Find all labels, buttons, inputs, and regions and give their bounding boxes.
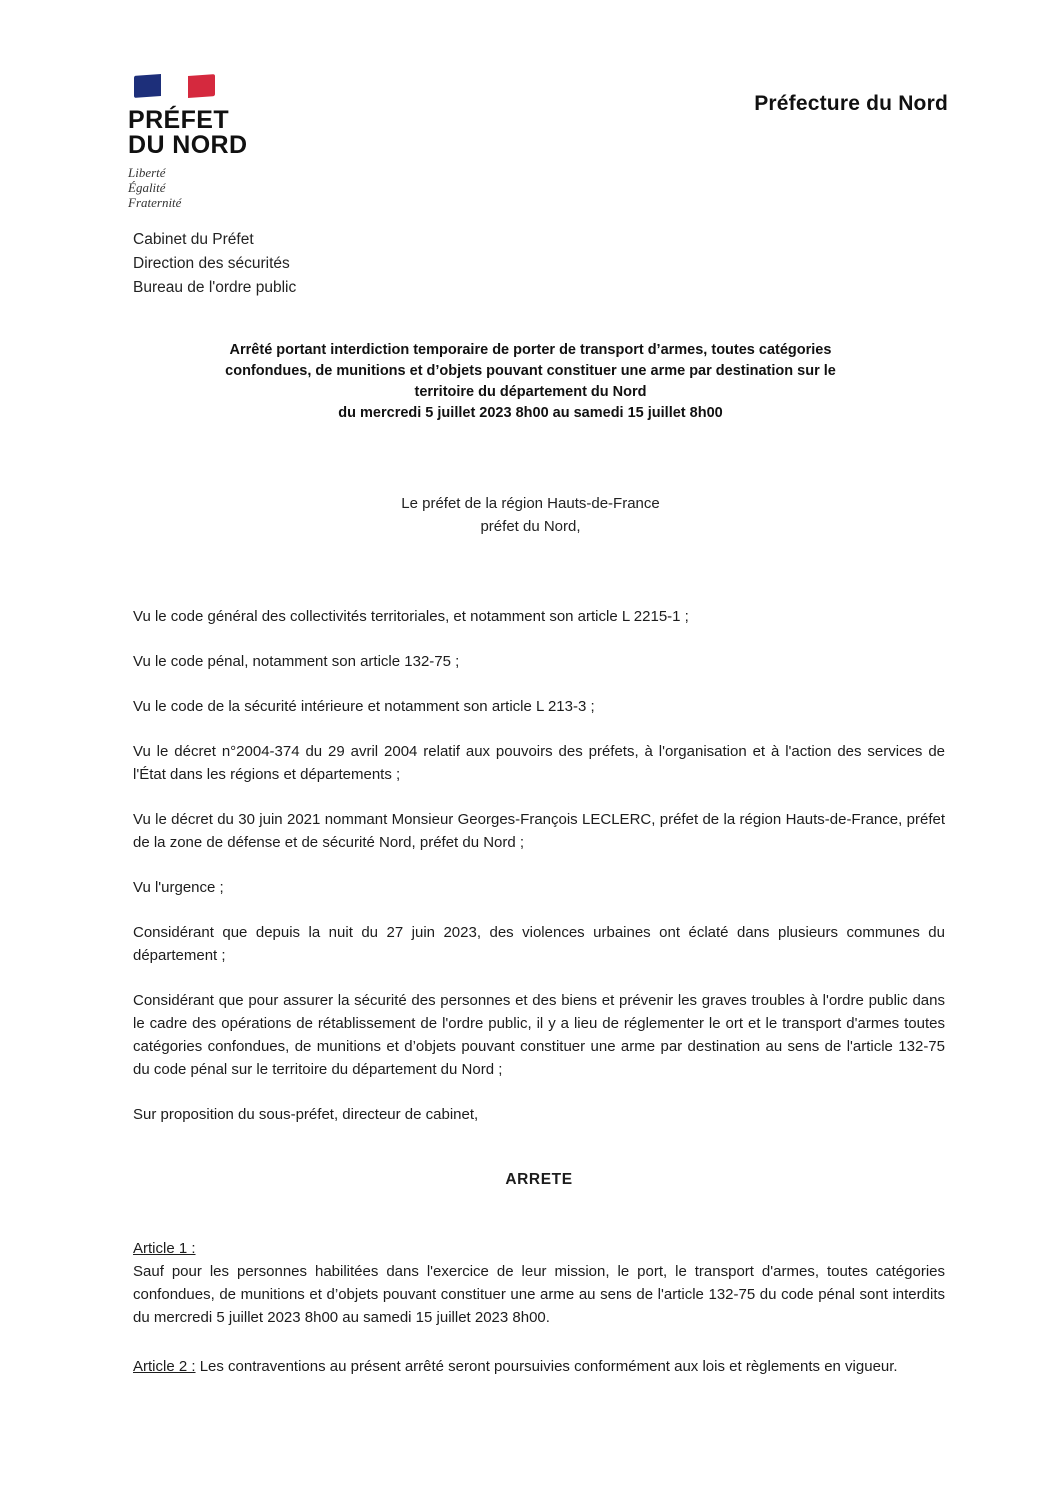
document-title-line-2: confondues, de munitions et d’objets pouvant constituer une arme par destination sur le	[225, 363, 836, 379]
signatory-line-2: préfet du Nord,	[480, 518, 581, 535]
service-block	[133, 228, 296, 300]
decision-keyword: ARRETE	[505, 1171, 573, 1188]
signatory-line-1: Le préfet de la région Hauts-de-France	[401, 495, 660, 512]
document-title-line-3: territoire du département du Nord	[414, 384, 647, 400]
motto-liberte: Liberté	[128, 165, 166, 180]
article-2-text: Les contraventions au présent arrêté seront poursuivies conformément aux lois et règlements en vigueur.	[199, 1358, 898, 1375]
visa-paragraph: Vu le code de la sécurité intérieure et notamment son article L 213-3 ;	[133, 698, 595, 715]
considerant-paragraph: Considérant que pour assurer la sécurité des personnes et des biens et prévenir les graves troubles à l'ordre public dans le cadre des opérations de rétablissement de l'ordre public, il y a lieu de réglementer le ort et le transport d'armes toutes catégories confondues, de munitions et d’objets pouvant constituer une arme par destination au sens de l'article 132-75 du code pénal sur le territoire du département du Nord ;	[133, 992, 945, 1078]
article-2	[133, 1355, 945, 1378]
document-body	[133, 605, 945, 1402]
considerant-paragraph: Considérant que depuis la nuit du 27 juin 2023, des violences urbaines ont éclaté dans plusieurs communes du département ;	[133, 924, 945, 964]
document-title	[133, 340, 928, 424]
article-1-label: Article 1 :	[133, 1240, 196, 1257]
visa-paragraph: Vu l'urgence ;	[133, 879, 224, 896]
french-flag-icon	[132, 70, 218, 104]
document-title-line-1: Arrêté portant interdiction temporaire de porter de transport d’armes, toutes catégories	[229, 342, 832, 358]
visa-paragraph: Vu le décret n°2004-374 du 29 avril 2004 relatif aux pouvoirs des préfets, à l'organisation et à l'action des services de l'État dans les régions et départements ;	[133, 743, 945, 783]
visa-paragraph: Vu le décret du 30 juin 2021 nommant Monsieur Georges-François LECLERC, préfet de la région Hauts-de-France, préfet de la zone de défense et de sécurité Nord, préfet du Nord ;	[133, 811, 945, 851]
service-line-direction: Direction des sécurités	[133, 255, 290, 272]
signatory-heading	[133, 492, 928, 538]
document-header	[0, 70, 1058, 220]
visa-paragraph: Vu le code général des collectivités territoriales, et notamment son article L 2215-1 ;	[133, 608, 689, 625]
service-line-cabinet: Cabinet du Préfet	[133, 231, 254, 248]
logo-title-line1: PRÉFET	[128, 106, 230, 134]
logo-title-line2: DU NORD	[128, 131, 248, 159]
visa-paragraph: Vu le code pénal, notamment son article 132-75 ;	[133, 653, 460, 670]
service-line-bureau: Bureau de l'ordre public	[133, 279, 297, 296]
article-1-text: Sauf pour les personnes habilitées dans l'exercice de leur mission, le port, le transport d'armes, toutes catégories confondues, de munitions et d’objets pouvant constituer une arme au sens de l'article 132-75 du code pénal sont interdits du mercredi 5 juillet 2023 8h00 au samedi 15 juillet 2023 8h00.	[133, 1263, 945, 1326]
motto-egalite: Égalité	[128, 180, 166, 195]
page-title: Préfecture du Nord	[754, 92, 948, 115]
article-1	[133, 1237, 945, 1329]
prefecture-logo	[128, 70, 368, 210]
logo-motto	[128, 165, 368, 210]
proposition-paragraph: Sur proposition du sous-préfet, directeur de cabinet,	[133, 1106, 479, 1123]
article-2-label: Article 2 :	[133, 1358, 196, 1375]
document-title-line-4: du mercredi 5 juillet 2023 8h00 au samedi 15 juillet 8h00	[338, 405, 723, 421]
motto-fraternite: Fraternité	[128, 195, 182, 210]
